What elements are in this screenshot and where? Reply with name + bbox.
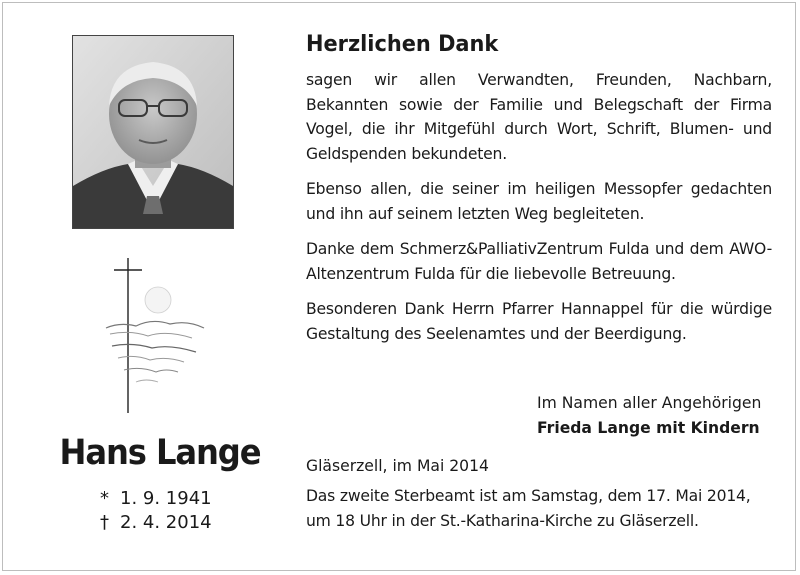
service-notice: Das zweite Sterbeamt ist am Samstag, dem 17. Mai 2014, um 18 Uhr in der St.-Katharina-Kirche zu Gläserzell. [306, 487, 751, 530]
thanks-paragraph-3: Danke dem Schmerz&PalliativZentrum Fulda und dem AWO-Altenzentrum Fulda für die liebevolle Betreuung. [306, 240, 772, 283]
birth-symbol: * [100, 488, 109, 509]
death-date: 2. 4. 2014 [120, 512, 212, 533]
birth-date-row [100, 487, 270, 511]
signature-name: Frieda Lange mit Kindern [537, 419, 760, 437]
thanks-paragraph-4: Besonderen Dank Herrn Pfarrer Hannappel für die würdige Gestaltung des Seelenamtes und der Beerdigung. [306, 300, 772, 343]
thanks-paragraph-2: Ebenso allen, die seiner im heiligen Messopfer gedachten und ihn auf seinem letzten Weg begleiteten. [306, 180, 772, 223]
life-dates [100, 487, 270, 535]
thanks-heading: Herzlichen Dank [306, 32, 499, 57]
portrait-photo [72, 35, 234, 229]
death-symbol: † [100, 512, 109, 533]
signature-line: Im Namen aller Angehörigen [537, 394, 762, 412]
signature-block [537, 391, 777, 441]
deceased-name: Hans Lange [59, 433, 261, 473]
thanks-paragraph-1: sagen wir allen Verwandten, Freunden, Nachbarn, Bekannten sowie der Familie und Belegschaft der Firma Vogel, die ihr Mitgefühl durch Wort, Schrift, Blumen- und Geldspenden bekundeten. [306, 71, 772, 163]
birth-date: 1. 9. 1941 [120, 488, 212, 509]
death-date-row [100, 511, 270, 535]
place-date: Gläserzell, im Mai 2014 [306, 457, 489, 475]
cross-landscape-emblem [100, 258, 210, 418]
thanks-text-column [306, 28, 772, 357]
